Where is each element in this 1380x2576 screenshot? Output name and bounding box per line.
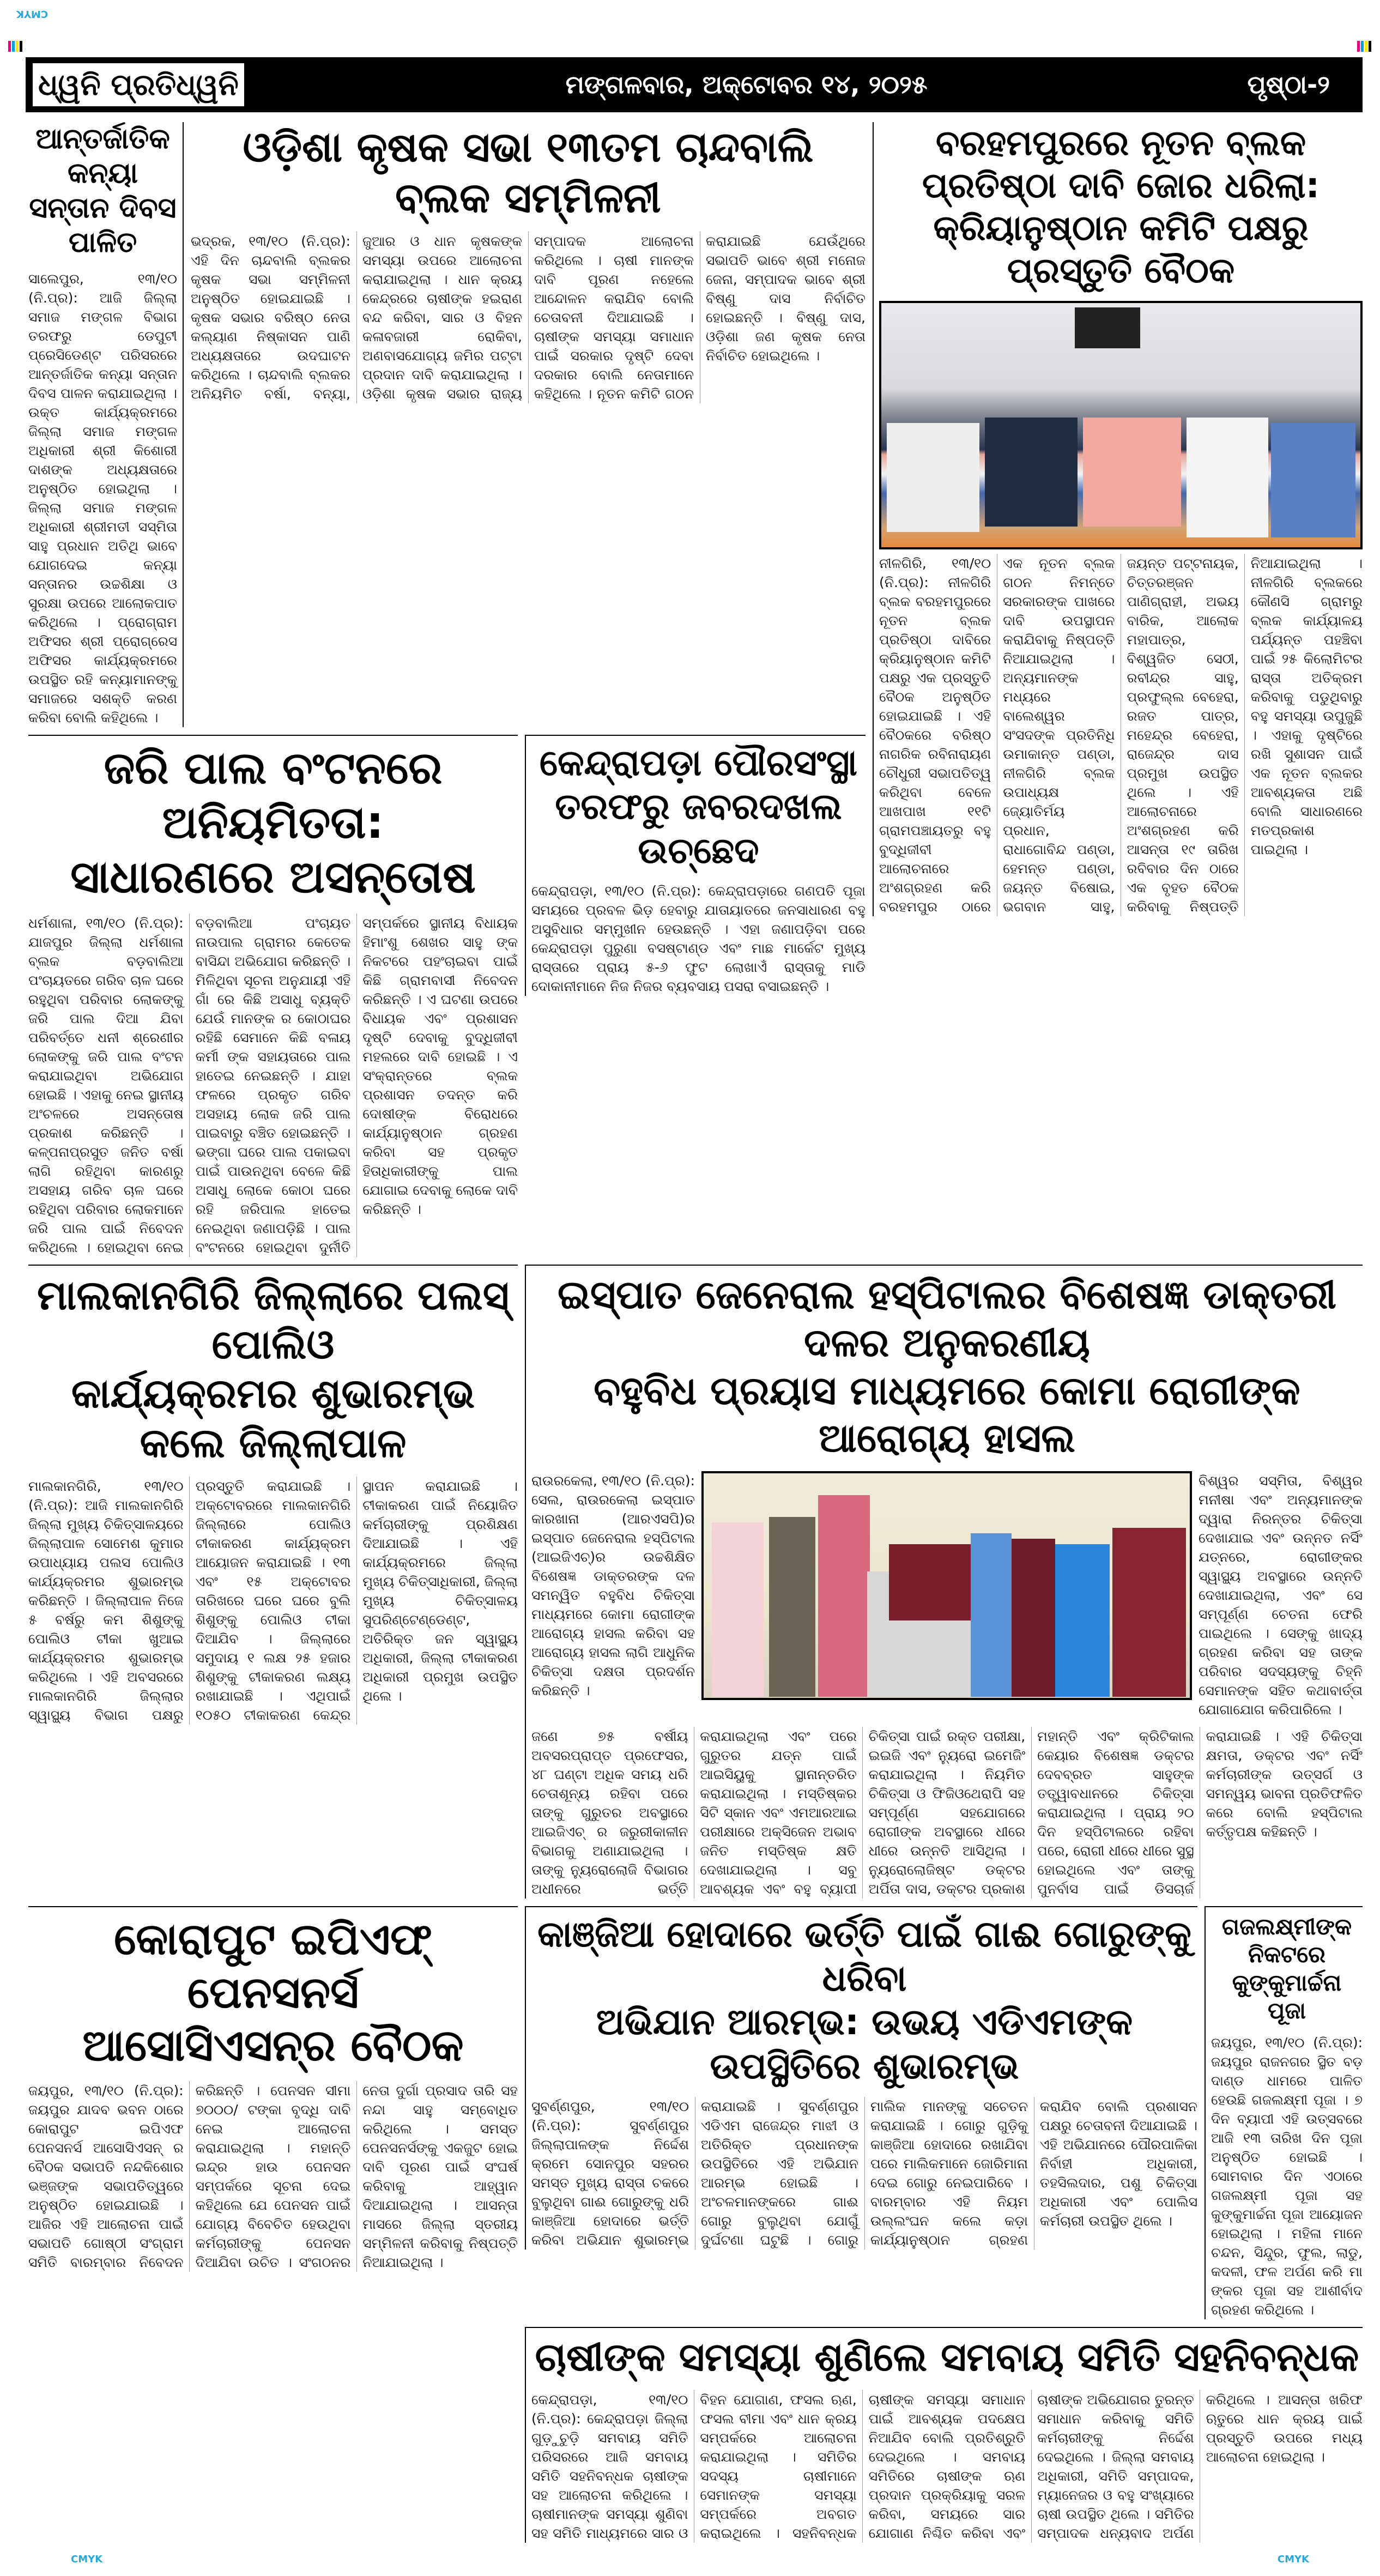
article-kanjia-hoda: [525, 1906, 1197, 2250]
headline-line-1: କାଞ୍ଜିଆ ହୋଦାରେ ଭର୍ତ୍ତି ପାଇଁ ଗାଈ ଗୋରୁଙ୍କୁ ଧରିବା: [537, 1913, 1191, 1999]
headline: ଆନ୍ତର୍ଜାତିକ କନ୍ୟା ସନ୍ତାନ ଦିବସ ପାଳିତ: [29, 123, 177, 259]
headline-line-2: ତରଫରୁ ଜବରଦଖଲ ଉଚ୍ଛେଦ: [555, 785, 842, 872]
headline-line-2: ଆସୋସିଏସନ୍‌ର ବୈଠକ: [82, 2020, 464, 2071]
photo-row: [531, 1471, 1363, 1719]
headline: [531, 741, 865, 873]
headline: [531, 1271, 1363, 1462]
headline-line-2: କାର୍ଯ୍ୟକ୍ରମର ଶୁଭାରମ୍ଭ କଲେ ଜିଲ୍ଲାପାଳ: [71, 1370, 475, 1467]
headline-line-1: ଇସ୍ପାତ ଜେନେରାଲ ହସ୍ପିଟାଲର ବିଶେଷଜ୍ଞ ଡାକ୍ତରୀ ଦଳର ଅନୁକରଣୀୟ: [557, 1271, 1337, 1365]
person-printed-kurta: [769, 1517, 815, 1697]
newspaper-logo: ଧ୍ୱନି ପ୍ରତିଧ୍ୱନି: [31, 62, 246, 108]
headline: [28, 1913, 518, 2072]
headline-line-2: ସାଧାରଣରେ ଅସନ୍ତୋଷ: [70, 851, 476, 903]
article-body: ସୁବର୍ଣ୍ଣପୁର, ୧୩/୧୦ (ନି.ପ୍ର): ସୁବର୍ଣ୍ଣପୁର ଜିଲ୍ଲାପାଳଙ୍କ ନିର୍ଦ୍ଦେଶ କ୍ରମେ ସୋନପୁର ସହରର ସମସ୍ତ ମୁଖ୍ୟ ରାସ୍ତା ଚକରେ ବୁଲୁଥିବା ଗାଈ ଗୋରୁଙ୍କୁ ଧରି କାଞ୍ଜିଆ ହୋଦାରେ ଭର୍ତ୍ତି କରିବା ଅଭିଯାନ ଶୁଭାରମ୍ଭ କରାଯାଇଛି । ସୁବର୍ଣ୍ଣପୁର ଏଡିଏମ ରାଜେନ୍ଦ୍ର ମାଝୀ ଓ ଅତିରିକ୍ତ ପ୍ରଧାନଙ୍କ ଉପସ୍ଥିତିରେ ଏହି ଅଭିଯାନ ଆରମ୍ଭ ହୋଇଛି । ଅଂଚଳମାନଙ୍କରେ ଗାଈ ଗୋରୁ ବୁଲୁଥିବା ଯୋଗୁଁ ଦୁର୍ଘଟଣା ଘଟୁଛି । ଗୋରୁ ମାଲିକ ମାନଙ୍କୁ ସଚେତନ କରାଯାଇଛି । ଗୋରୁ ଗୁଡ଼ିକୁ କାଞ୍ଜିଆ ହୋଦାରେ ରଖାଯିବା ପରେ ମାଲିକମାନେ ଜୋରିମାନା ଦେଇ ଗୋରୁ ନେଇପାରିବେ । ବାରମ୍ବାର ଏହି ନିୟମ ଉଲ୍ଲଂଘନ କଲେ କଡ଼ା କାର୍ଯ୍ୟାନୁଷ୍ଠାନ ଗ୍ରହଣ କରାଯିବ ବୋଲି ପ୍ରଶାସନ ପକ୍ଷରୁ ଚେତାବନୀ ଦିଆଯାଇଛି । ଏହି ଅଭିଯାନରେ ପୌରପାଳିକା ନିର୍ବାହୀ ଅଧିକାରୀ, ତହସିଲଦାର, ପଶୁ ଚିକିତ୍ସା ଅଧିକାରୀ ଏବଂ ପୋଲିସ କର୍ମଚାରୀ ଉପସ୍ଥିତ ଥିଲେ ।: [531, 2099, 1197, 2248]
article-koraput-epf: [28, 1906, 518, 2272]
tv-screen: [1075, 307, 1140, 348]
registration-strip-bottom: [0, 2543, 1380, 2576]
article-body: କେନ୍ଦ୍ରାପଡ଼ା, ୧୩/୧୦ (ନି.ପ୍ର): କେନ୍ଦ୍ରାପଡ଼ା ଜିଲ୍ଲା ଗୁଡ଼ୁଚୁଡ଼ି ସମବାୟ ସମିତି ପରିସରରେ ଆଜି ସମବାୟ ସମିତି ସହନିବନ୍ଧକ ଚାଷୀଙ୍କ ସହ ଆଲୋଚନା କରିଥିଲେ । ଚାଷୀମାନଙ୍କ ସମସ୍ୟା ଶୁଣିବା ସହ ସମିତି ମାଧ୍ୟମରେ ସାର ଓ ବିହନ ଯୋଗାଣ, ଫସଲ ଋଣ, ଫସଲ ବୀମା ଏବଂ ଧାନ କ୍ରୟ ସମ୍ପର୍କରେ ଆଲୋଚନା କରାଯାଇଥିଲା । ସମିତିର ସଦସ୍ୟ ଚାଷୀମାନେ ସେମାନଙ୍କ ସମସ୍ୟା ସମ୍ପର୍କରେ ଅବଗତ କରାଇଥିଲେ । ସହନିବନ୍ଧକ ଚାଷୀଙ୍କ ସମସ୍ୟା ସମାଧାନ ପାଇଁ ଆବଶ୍ୟକ ପଦକ୍ଷେପ ନିଆଯିବ ବୋଲି ପ୍ରତିଶ୍ରୁତି ଦେଇଥିଲେ । ସମବାୟ ସମିତିରେ ଚାଷୀଙ୍କ ଋଣ ପ୍ରଦାନ ପ୍ରକ୍ରିୟାକୁ ସରଳ କରିବା, ସମୟରେ ସାର ଯୋଗାଣ ନିଶ୍ଚିତ କରିବା ଏବଂ ଚାଷୀଙ୍କ ଅଭିଯୋଗର ତୁରନ୍ତ ସମାଧାନ କରିବାକୁ ସମିତି କର୍ମଚାରୀଙ୍କୁ ନିର୍ଦ୍ଦେଶ ଦେଇଥିଲେ । ଜିଲ୍ଲା ସମବାୟ ଅଧିକାରୀ, ସମିତି ସମ୍ପାଦକ, ମ୍ୟାନେଜର ଓ ବହୁ ସଂଖ୍ୟାରେ ଚାଷୀ ଉପସ୍ଥିତ ଥିଲେ । ସମିତିର ସମ୍ପାଦକ ଧନ୍ୟବାଦ ଅର୍ପଣ କରିଥିଲେ । ଆସନ୍ତା ଖରିଫ ଋତୁରେ ଧାନ କ୍ରୟ ପାଇଁ ପ୍ରସ୍ତୁତି ଉପରେ ମଧ୍ୟ ଆଲୋଚନା ହୋଇଥିଲା ।: [531, 2391, 1363, 2541]
masthead: [26, 57, 1363, 112]
article-body: କେନ୍ଦ୍ରାପଡ଼ା, ୧୩/୧୦ (ନି.ପ୍ର): କେନ୍ଦ୍ରାପଡ଼ାରେ ଗଣପତି ପୂଜା ସମୟରେ ପ୍ରବଳ ଭିଡ଼ ହେବାରୁ ଯାତାୟାତରେ ଜନସାଧାରଣ ବହୁ ଅସୁବିଧାର ସମ୍ମୁଖୀନ ହେଉଛନ୍ତି । ଏହା ଜଣାପଡ଼ିବା ପରେ କେନ୍ଦ୍ରାପଡ଼ା ପୁରୁଣା ବସଷ୍ଟାଣ୍ଡ ଏବଂ ମାଛ ମାର୍କେଟ ମୁଖ୍ୟ ରାସ୍ତାରେ ପ୍ରାୟ ୫-୬ ଫୁଟ ଲୋଖାଏଁ ରାସ୍ତାକୁ ମାଡି ଦୋକାନୀମାନେ ନିଜ ନିଜର ବ୍ୟବସାୟ ପସରା ବସାଇଛନ୍ତି ।: [531, 883, 865, 995]
article-gajalakshmi-puja: [1205, 1906, 1363, 2319]
color-bars-top-right: [1357, 41, 1372, 54]
color-bars-top-left: [8, 41, 23, 54]
article-body-left: ରାଉରକେଲା, ୧୩/୧୦ (ନି.ପ୍ର): ସେଲ, ରାଉରକେଲା ଇସ୍ପାତ କାରଖାନା (ଆରଏସପି)ର ଇସ୍ପାତ ଜେନେରାଲ ହସ୍ପିଟାଲ (ଆଇଜିଏଚ୍)ର ଉଚ୍ଚଶିକ୍ଷିତ ବିଶେଷଜ୍ଞ ଡାକ୍ତରଙ୍କ ଦଳ ସମନ୍ୱିତ ବହୁବିଧ ଚିକିତ୍ସା ମାଧ୍ୟମରେ କୋମା ରୋଗୀଙ୍କ ଆରୋଗ୍ୟ ହାସଲ କରିବା ସହ ଆରୋଗ୍ୟ ହାସଲ ଲାଗି ଆଧୁନିକ ଚିକିତ୍ସା ଦକ୍ଷତା ପ୍ରଦର୍ଶନ କରିଛନ୍ତି ।: [531, 1473, 695, 1699]
headline: ବରହମପୁରରେ ନୂତନ ବ୍ଲକ ପ୍ରତିଷ୍ଠା ଦାବି ଜୋର ଧରିଲା: କ୍ରିୟାନୁଷ୍ଠାନ କମିଟି ପକ୍ଷରୁ ପ୍ରସ୍ତୁତି ବୈଠକ: [922, 123, 1320, 292]
nurse-blue-uniform: [1055, 1544, 1110, 1697]
headline-line-1: କୋରାପୁଟ ଇପିଏଫ୍ ପେନସନର୍ସ: [114, 1914, 432, 2018]
person-pink-kurta: [712, 1522, 764, 1697]
person-pink-shirt: [1083, 418, 1181, 527]
article-body: ଜୟପୁର, ୧୩/୧୦ (ନି.ପ୍ର): ଜୟପୁର ରାଜନଗର ସ୍ଥିତ ବଡ଼ ଦାଣ୍ଡ ଧାମରେ ପାଳିତ ହେଉଛି ଗଜଲକ୍ଷ୍ମୀ ପୂଜା । ୭ ଦିନ ବ୍ୟାପୀ ଏହି ଉତ୍ସବରେ ଆଜି ୧୩ ତାରିଖ ଦିନ ପୂଜା ଅନୁଷ୍ଠିତ ହୋଇଛି । ସୋମବାର ଦିନ ଏଠାରେ ଗଜଲକ୍ଷ୍ମୀ ପୂଜା ସହ କୁଙ୍କୁମାର୍ଚ୍ଚନା ପୂଜା ଆୟୋଜନ ହୋଇଥିଲା । ମହିଳା ମାନେ ଚନ୍ଦନ, ସିନ୍ଦୁର, ଫୁଲ, ଲାଡୁ, କଦଳୀ, ଫଳ ଅର୍ପଣ କରି ମା ଙ୍କର ପୂଜା ସହ ଆଶୀର୍ବାଦ ଗ୍ରହଣ କରିଥିଲେ ।: [1211, 2035, 1363, 2318]
headline-line-2: ବହୁବିଧ ପ୍ରୟାସ ମାଧ୍ୟମରେ କୋମା ରୋଗୀଙ୍କ ଆରୋଗ୍ୟ ହାସଲ: [594, 1367, 1300, 1461]
article-krushak-sabha: [191, 122, 865, 403]
article-berhampur-block: [873, 122, 1363, 916]
article-malkangiri-polio: [28, 1265, 518, 1725]
article-body: ସାଲେପୁର, ୧୩/୧୦ (ନି.ପ୍ର): ଆଜି ଜିଲ୍ଲା ସମାଜ ମଙ୍ଗଳ ବିଭାଗ ତରଫରୁ ଡେପୁଟୀ ପ୍ରେସିଡେଣ୍ଟ ପରିସରରେ ଆନ୍ତର୍ଜାତିକ କନ୍ୟା ସନ୍ତାନ ଦିବସ ପାଳନ କରାଯାଇଥିଲା । ଉକ୍ତ କାର୍ଯ୍ୟକ୍ରମରେ ଜିଲ୍ଲା ସମାଜ ମଙ୍ଗଳ ଅଧିକାରୀ ଶ୍ରୀ କିଶୋରୀ ଦାଶଙ୍କ ଅଧ୍ୟକ୍ଷତାରେ ଅନୁଷ୍ଠିତ ହୋଇଥିଲା । ଜିଲ୍ଲା ସମାଜ ମଙ୍ଗଳ ଅଧିକାରୀ ଶ୍ରୀମତୀ ସସ୍ମିତା ସାହୁ ପ୍ରଧାନ ଅତିଥି ଭାବେ ଯୋଗଦେଇ କନ୍ୟା ସନ୍ତାନର ଉଚ୍ଚଶିକ୍ଷା ଓ ସୁରକ୍ଷା ଉପରେ ଆଲୋକପାତ କରିଥିଲେ । ପ୍ରୋଗ୍ରାମ ଅଫିସର ଶ୍ରୀ ପ୍ରୋଗ୍ରେସ ଅଫିସର କାର୍ଯ୍ୟକ୍ରମରେ ଉପସ୍ଥିତ ରହି କନ୍ୟାମାନଙ୍କୁ ସମାଜରେ ସଶକ୍ତି କରଣ କରିବା ବୋଲି କହିଥିଲେ ।: [28, 270, 177, 725]
article-body: ନୀଳଗିରି, ୧୩/୧୦ (ନି.ପ୍ର): ନୀଳଗିରି ବ୍ଲକ ବରହମପୁରରେ ନୂତନ ବ୍ଲକ ପ୍ରତିଷ୍ଠା ଦାବିରେ କ୍ରିୟାନୁଷ୍ଠାନ କମିଟି ପକ୍ଷରୁ ଏକ ପ୍ରସ୍ତୁତି ବୈଠକ ଅନୁଷ୍ଠିତ ହୋଇଯାଇଛି । ଏହି ବୈଠକରେ ବରିଷ୍ଠ ନାଗରିକ ରବିନାରାୟଣ ଚୌଧୁରୀ ସଭାପତିତ୍ୱ କରିଥିବା ବେଳେ ଆଖପାଖ ୧୧ଟି ଗ୍ରାମପଞ୍ଚାୟତରୁ ବହୁ ବୁଦ୍ଧିଜୀବୀ ଆଲୋଚନାରେ ଅଂଶଗ୍ରହଣ କରି ବରହମପୁର ଠାରେ ଏକ ନୂତନ ବ୍ଲକ ଗଠନ ନିମନ୍ତେ ସରକାରଙ୍କ ପାଖରେ ଦାବି ଉପସ୍ଥାପନ କରାଯିବାକୁ ନିଷ୍ପତ୍ତି ନିଆଯାଇଥିଲା । ଅନ୍ୟମାନଙ୍କ ମଧ୍ୟରେ ବାଲେଶ୍ୱର ସଂସଦଙ୍କ ପ୍ରତିନିଧି ଉମାକାନ୍ତ ପଣ୍ଡା, ନୀଳଗିରି ବ୍ଲକ ଉପାଧ୍ୟକ୍ଷ ଜ୍ୟୋତିର୍ମୟ ପ୍ରଧାନ, ରାଧାଗୋବିନ୍ଦ ପଣ୍ଡା, ହେମନ୍ତ ପଣ୍ଡା, ଜୟନ୍ତ ବିଷୋଇ, ଭଗବାନ ସାହୁ, ଜୟନ୍ତ ପଟ୍ଟନାୟକ, ଚିତ୍ତରଞ୍ଜନ ପାଣିଗ୍ରାହୀ, ଅଭୟ ବାରିକ, ଆଲୋକ ମହାପାତ୍ର, ବିଶ୍ୱଜିତ ସେଠୀ, ରବୀନ୍ଦ୍ର ସାହୁ, ପ୍ରଫୁଲ୍ଲ ବେହେରା, ରଜତ ପାତ୍ର, ମହେନ୍ଦ୍ର ବେହେରା, ରାଜେନ୍ଦ୍ର ଦାସ ପ୍ରମୁଖ ଉପସ୍ଥିତ ଥିଲେ । ଏହି ଆଲୋଚନାରେ ଅଂଶଗ୍ରହଣ କରି ଆସନ୍ତା ୧୯ ତାରିଖ ରବିବାର ଦିନ ଠାରେ ଏକ ବୃହତ ବୈଠକ କରିବାକୁ ନିଷ୍ପତ୍ତି ନିଆଯାଇଥିଲା । ନୀଳଗିରି ବ୍ଲକରେ କୌଣସି ଗ୍ରାମରୁ ବ୍ଲକ କାର୍ଯ୍ୟାଳୟ ପର୍ଯ୍ୟନ୍ତ ପହଞ୍ଚିବା ପାଇଁ ୨୫ କିଲୋମିଟର ରାସ୍ତା ଅତିକ୍ରମ କରିବାକୁ ପଡୁଥିବାରୁ ବହୁ ସମସ୍ୟା ଉପୁଜୁଛି । ଏହାକୁ ଦୃଷ୍ଟିରେ ରଖି ସୁଶାସନ ପାଇଁ ଏକ ନୂତନ ବ୍ଲକର ଆବଶ୍ୟକତା ଅଛି ବୋଲି ସାଧାରଣରେ ମତପ୍ରକାଶ ପାଇଥିଲା ।: [879, 555, 1363, 915]
article-jari-pala: [28, 735, 518, 1257]
headline-line-2: ଅଭିଯାନ ଆରମ୍ଭ: ଉଭୟ ଏଡିଏମଙ୍କ ଉପସ୍ଥିତିରେ ଶୁଭାରମ୍ଭ: [596, 2001, 1133, 2087]
headline: ଚାଷୀଙ୍କ ସମସ୍ୟା ଶୁଣିଲେ ସମବାୟ ସମିତି ସହନିବନ୍ଧକ: [535, 2334, 1359, 2380]
article-body-right: ବିଶ୍ୱର ସସ୍ମିତା, ବିଶ୍ୱର ମନୀଷା ଏବଂ ଅନ୍ୟମାନଙ୍କ ଦ୍ୱାରା ନିରନ୍ତର ଚିକିତ୍ସା ଦେଖାଯାଇ ଏବଂ ଉନ୍ନତ ନର୍ସିଂ ଯତ୍ନରେ, ରୋଗୀଙ୍କର ସ୍ୱାସ୍ଥ୍ୟ ଅବସ୍ଥାରେ ଉନ୍ନତି ଦେଖାଯାଇଥିଲା, ଏବଂ ସେ ସମ୍ପୂର୍ଣ୍ଣ ଚେତନା ଫେରି ପାଇଥିଲେ । ସେଙ୍କୁ ଖାଦ୍ୟ ଗ୍ରହଣ କରିବା ସହ ତାଙ୍କ ପରିବାର ସଦସ୍ୟଙ୍କୁ ଚିହ୍ନି ସେମାନଙ୍କ ସହିତ କଥାବାର୍ତ୍ତା ଯୋଗାଯୋଗ କରିପାରିଲେ ।: [1199, 1473, 1363, 1718]
hospital-patient-photo: [701, 1471, 1192, 1700]
person-dark-tshirt: [985, 418, 1078, 527]
article-body: ଜୟପୁର, ୧୩/୧୦ (ନି.ପ୍ର): ଜୟପୁର ଯାଦବ ଭବନ ଠାରେ କୋରାପୁଟ ଇପିଏଫ ପେନସନର୍ସ ଆସୋସିଏସନ୍ ର ବୈଠକ ସଭାପତି ନନ୍ଦକିଶୋର ଭଞ୍ଜଙ୍କ ସଭାପତିତ୍ୱରେ ଅନୁଷ୍ଠିତ ହୋଇଯାଇଛି । ଆଜିର ଏହି ଆଲୋଚନା ପାଇଁ ସଭାପତି ଗୋଷ୍ଠୀ ସଂଗ୍ରାମ ସମିତି ବାରମ୍ବାର ନିବେଦନ କରିଛନ୍ତି । ପେନସନ ସୀମା ୭୦୦୦/ ଟଙ୍କା ବୃଦ୍ଧି ଦାବି ନେଇ ଆଲୋଚନା କରାଯାଇଥିଲା । ମହାନ୍ତି ଇନ୍ଦ୍ର ହାଉ ପେନସନ ସମ୍ପର୍କରେ ସୂଚନା ଦେଇ କହିଥିଲେ ଯେ ପେନସନ ପାଇଁ ଯୋଗ୍ୟ ବିବେଚିତ ହେଉଥିବା କର୍ମଚାରୀଙ୍କୁ ପେନସନ ଦିଆଯିବା ଉଚିତ । ସଂଗଠନର ନେତା ଦୁର୍ଗା ପ୍ରସାଦ ତାରି ସହ ନନ୍ଦା ସାହୁ ସମ୍ବୋଧିତ କରିଥିଲେ । ସମସ୍ତ ପେନସନର୍ସଙ୍କୁ ଏକଜୁଟ ହୋଇ ଦାବି ପୂରଣ ପାଇଁ ସଂଘର୍ଷ କରିବାକୁ ଆହ୍ୱାନ ଦିଆଯାଇଥିଲା । ଆସନ୍ତା ମାସରେ ଜିଲ୍ଲା ସ୍ତରୀୟ ସମ୍ମିଳନୀ କରିବାକୁ ନିଷ୍ପତ୍ତି ନିଆଯାଇଥିଲା ।: [28, 2082, 518, 2270]
registration-mark-bottom-right: CMYK: [1277, 2553, 1309, 2565]
article-body: ଧର୍ମଶାଳା, ୧୩/୧୦ (ନି.ପ୍ର): ଯାଜପୁର ଜିଲ୍ଲା ଧର୍ମଶାଳା ବ୍ଲକ ବଡ଼ବାଲିଆ ପଂଚାୟତରେ ଗରିବ ଚାଳ ଘରେ ରହୁଥିବା ପରିବାର ଲୋକଙ୍କୁ ଜରି ପାଲ ଦିଆ ଯିବା ପରିବର୍ତ୍ତେ ଧନୀ ଶ୍ରେଣୀର ଲୋକଙ୍କୁ ଜରି ପାଲ ବଂଟନ କରାଯାଇଥିବା ଅଭିଯୋଗ ହୋଇଛି । ଏହାକୁ ନେଇ ସ୍ଥାନୀୟ ଅଂଚଳରେ ଅସନ୍ତୋଷ ପ୍ରକାଶ କରିଛନ୍ତି । କଳ୍ପନାପ୍ରସୁତ ଜନିତ ବର୍ଷା ଲାଗି ରହିଥିବା କାରଣରୁ ଅସହାୟ ଗରିବ ଚାଳ ଘରେ ରହିଥିବା ପରିବାର ଲୋକମାନେ ଜରି ପାଲ ପାଇଁ ନିବେଦନ କରିଥିଲେ । ହୋଇଥିବା ନେଇ ବଡ଼ବାଲିଆ ପଂଚାୟତ ନାଉପାଲ ଗ୍ରାମର କେତେକ ବାସିନ୍ଦା ଅଭିଯୋଗ କରିଛନ୍ତି । ମିଳିଥିବା ସୂଚନା ଅନୁଯାୟୀ ଏହି ଗାଁ ରେ କିଛି ଅସାଧୁ ବ୍ୟକ୍ତି ଯେଉଁ ମାନଙ୍କ ର କୋଠାଘର ରହିଛି ସେମାନେ କିଛି ବଳାୟ କର୍ମୀ ଙ୍କ ସହାୟତାରେ ପାଲ ହାତେଇ ନେଇଛନ୍ତି । ଯାହା ଫଳରେ ପ୍ରକୃତ ଗରିବ ଅସହାୟ ଲୋକ ଜରି ପାଲ ପାଇବାରୁ ବଞ୍ଚିତ ହୋଇଛନ୍ତି । ଭଙ୍ଗା ଘରେ ପାଲ ପକାଇବା ପାଇଁ ପାଉନଥିବା ବେଳେ କିଛି ଅସାଧୁ ଲୋକେ କୋଠା ଘରେ ରହି ଜରିପାଲ ହାତେଇ ନେଇଥିବା ଜଣାପଡ଼ିଛି । ପାଲ ବଂଟନରେ ହୋଇଥିବା ଦୁର୍ନୀତି ସମ୍ପର୍କରେ ସ୍ଥାନୀୟ ବିଧାୟକ ହିମାଂଶୁ ଶେଖର ସାହୁ ଙ୍କ ନିକଟରେ ପହଂଚାଇବା ପାଇଁ କିଛି ଗ୍ରାମବାସୀ ନିବେଦନ କରିଛନ୍ତି । ଏ ଘଟଣା ଉପରେ ବିଧାୟକ ଏବଂ ପ୍ରଶାସନ ଦୃଷ୍ଟି ଦେବାକୁ ବୁଦ୍ଧିଜୀବୀ ମହଲରେ ଦାବି ହୋଇଛି । ଏ ସଂକ୍ରାନ୍ତରେ ବ୍ଲକ ପ୍ରଶାସନ ତଦନ୍ତ କରି ଦୋଷୀଙ୍କ ବିରୋଧରେ କାର୍ଯ୍ୟାନୁଷ୍ଠାନ ଗ୍ରହଣ କରିବା ସହ ପ୍ରକୃତ ହିତାଧିକାରୀଙ୍କୁ ପାଲ ଯୋଗାଇ ଦେବାକୁ ଲୋକେ ଦାବି କରିଛନ୍ତି ।: [28, 915, 518, 1255]
article-body: ଜଣେ ୭୫ ବର୍ଷୀୟ ଅବସରପ୍ରାପ୍ତ ପ୍ରଫେସର, ୪୮ ଘଣ୍ଟା ଅଧିକ ସମୟ ଧରି ଚେତାଶୂନ୍ୟ ରହିବା ପରେ ତାଙ୍କୁ ଗୁରୁତର ଅବସ୍ଥାରେ ଆଇଜିଏଚ୍ ର ଜରୁରୀକାଳୀନ ବିଭାଗକୁ ଅଣାଯାଇଥିଲା । ତାଙ୍କୁ ନ୍ୟୁରୋଲୋଜି ବିଭାଗର ଅଧୀନରେ ଭର୍ତ୍ତି କରାଯାଇଥିଲା ଏବଂ ପରେ ଗୁରୁତର ଯତ୍ନ ପାଇଁ ଆଇସିୟୁକୁ ସ୍ଥାନାନ୍ତରିତ କରାଯାଇଥିଲା । ମସ୍ତିଷ୍କର ସିଟି ସ୍କାନ ଏବଂ ଏମଆରଆଇ ପରୀକ୍ଷାରେ ଅକ୍ସିଜେନ ଅଭାବ ଜନିତ ମସ୍ତିଷ୍କ କ୍ଷତି ଦେଖାଯାଇଥିଲା । ସବୁ ଆବଶ୍ୟକ ଏବଂ ବହୁ ବ୍ୟାପୀ ଚିକିତ୍ସା ପାଇଁ ରକ୍ତ ପରୀକ୍ଷା, ଇଇଜି ଏବଂ ନ୍ୟୁରୋ ଇମେଜିଂ କରାଯାଇଥିଲା । ନିୟମିତ ଚିକିତ୍ସା ଓ ଫିଜିଓଥେରାପି ସହ ସମ୍ପୂର୍ଣ୍ଣ ସହଯୋଗରେ ରୋଗୀଙ୍କ ଅବସ୍ଥାରେ ଧୀରେ ଧୀରେ ଉନ୍ନତି ଆସିଥିଲା । ନ୍ୟୁରୋଲୋଜିଷ୍ଟ ଡକ୍ଟର ଅର୍ପିତା ଦାସ, ଡକ୍ଟର ପ୍ରକାଶ ମହାନ୍ତି ଏବଂ କ୍ରିଟିକାଲ କେୟାର ବିଶେଷଜ୍ଞ ଡକ୍ଟର ଦେବବ୍ରତ ସାହୁଙ୍କ ତତ୍ତ୍ୱାବଧାନରେ ଚିକିତ୍ସା କରାଯାଇଥିଲା । ପ୍ରାୟ ୨୦ ଦିନ ହସ୍ପିଟାଲରେ ରହିବା ପରେ, ରୋଗୀ ଧୀରେ ଧୀରେ ସୁସ୍ଥ ହୋଇଥିଲେ ଏବଂ ତାଙ୍କୁ ପୁନର୍ବାସ ପାଇଁ ଡିସଚାର୍ଜ କରାଯାଇଛି । ଏହି ଚିକିତ୍ସା କ୍ଷମତା, ଡକ୍ଟର ଏବଂ ନର୍ସିଂ କର୍ମଚାରୀଙ୍କ ଉତ୍ସର୍ଗ ଓ ସମନ୍ୱୟ ଭାବନା ପ୍ରତିଫଳିତ କରେ ବୋଲି ହସ୍ପିଟାଲ କର୍ତ୍ତୃପକ୍ଷ କହିଛନ୍ତି ।: [531, 1728, 1363, 1897]
page-grid: [28, 122, 1363, 2543]
headline: [531, 1913, 1197, 2088]
registration-mark-bottom: CMYK: [71, 2553, 103, 2565]
doctor-pink-shirt: [818, 1495, 870, 1697]
headline-line-1: କେନ୍ଦ୍ରାପଡ଼ା ପୌରସଂସ୍ଥା: [539, 741, 858, 784]
article-cooperative-farmers: [525, 2327, 1363, 2543]
patient-maroon-gown: [889, 1544, 971, 1620]
page-number: ପୃଷ୍ଠା-୨: [1247, 69, 1330, 99]
nurse-blue-uniform: [971, 1533, 1012, 1697]
article-kendrapada-encroachment: [525, 735, 865, 996]
person-checked-shirt: [1271, 423, 1355, 537]
issue-date: ମଙ୍ଗଳବାର, ଅକ୍ଟୋବର ୧୪, ୨୦୨୫: [565, 69, 928, 99]
headline: ଓଡ଼ିଶା କୃଷକ ସଭା ୧୩ତମ ଚାନ୍ଦବାଲି ବ୍ଲକ ସମ୍ମିଳନୀ: [243, 123, 814, 222]
article-girl-child-day: [28, 122, 184, 727]
registration-strip-top: [0, 0, 1380, 57]
meeting-photo: [879, 301, 1363, 549]
article-body: ମାଲକାନଗିରି, ୧୩/୧୦ (ନି.ପ୍ର): ଆଜି ମାଲକାନଗିରି ଜିଲ୍ଲା ମୁଖ୍ୟ ଚିକିତ୍ସାଳୟରେ ଜିଲ୍ଲାପାଳ ସୋମେଶ କୁମାର ଉପାଧ୍ୟାୟ ପଲସ ପୋଲିଓ କାର୍ଯ୍ୟକ୍ରମର ଶୁଭାରମ୍ଭ କରିଛନ୍ତି । ଜିଲ୍ଲାପାଳ ନିଜେ ୫ ବର୍ଷରୁ କମ ଶିଶୁଙ୍କୁ ପୋଲିଓ ଟୀକା ଖୁଆଇ କାର୍ଯ୍ୟକ୍ରମର ଶୁଭାରମ୍ଭ କରିଥିଲେ । ଏହି ଅବସରରେ ମାଲକାନଗିରି ଜିଲ୍ଲାର ସ୍ୱାସ୍ଥ୍ୟ ବିଭାଗ ପକ୍ଷରୁ ପ୍ରସ୍ତୁତି କରାଯାଇଛି । ଅକ୍ଟୋବରରେ ମାଲକାନଗିରି ଜିଲ୍ଲାରେ ପୋଲିଓ ଟୀକାକରଣ କାର୍ଯ୍ୟକ୍ରମ ଆୟୋଜନ କରାଯାଇଛି । ୧୩ ଏବଂ ୧୫ ଅକ୍ଟୋବର ତାରିଖରେ ଘରେ ଘରେ ବୁଲି ଶିଶୁଙ୍କୁ ପୋଲିଓ ଟୀକା ଦିଆଯିବ । ଜିଲ୍ଲାରେ ସମୁଦାୟ ୧ ଲକ୍ଷ ୨୫ ହଜାର ଶିଶୁଙ୍କୁ ଟୀକାକରଣ ଲକ୍ଷ୍ୟ ରଖାଯାଇଛି । ଏଥିପାଇଁ ୧୦୫୦ ଟୀକାକରଣ କେନ୍ଦ୍ର ସ୍ଥାପନ କରାଯାଇଛି । ଟୀକାକରଣ ପାଇଁ ନିୟୋଜିତ କର୍ମଚାରୀଙ୍କୁ ପ୍ରଶିକ୍ଷଣ ଦିଆଯାଇଛି । ଏହି କାର୍ଯ୍ୟକ୍ରମରେ ଜିଲ୍ଲା ମୁଖ୍ୟ ଚିକିତ୍ସାଧିକାରୀ, ଜିଲ୍ଲା ମୁଖ୍ୟ ଚିକିତ୍ସାଳୟ ସୁପରିଣ୍ଟେଣ୍ଡେଣ୍ଟ, ଅତିରିକ୍ତ ଜନ ସ୍ୱାସ୍ଥ୍ୟ ଅଧିକାରୀ, ଜିଲ୍ଲା ଟୀକାକରଣ ଅଧିକାରୀ ପ୍ରମୁଖ ଉପସ୍ଥିତ ଥିଲେ ।: [28, 1478, 518, 1723]
headline: ଗଜଲକ୍ଷ୍ମୀଙ୍କ ନିକଟରେ କୁଙ୍କୁମାର୍ଚ୍ଚନା ପୂଜା: [1221, 1913, 1352, 2024]
nurse-maroon-uniform: [1012, 1539, 1055, 1697]
headline: [28, 1271, 518, 1468]
headline-line-1: ଜରି ପାଲ ବଂଟନରେ ଅନିୟମିତତା:: [104, 742, 443, 849]
headline: [28, 741, 518, 905]
headline-line-1: ମାଲକାନଗିରି ଜିଲ୍ଲାରେ ପଲସ୍ ପୋଲିଓ: [37, 1272, 509, 1369]
person-white-shirt: [887, 423, 979, 532]
article-body: ଭଦ୍ରକ, ୧୩/୧୦ (ନି.ପ୍ର): ଏହି ଦିନ ଚାନ୍ଦବାଲି ବ୍ଲକର କୃଷକ ସଭା ସମ୍ମିଳନୀ ଅନୁଷ୍ଠିତ ହୋଇଯାଇଛି । କୃଷକ ସଭାର ବରିଷ୍ଠ ନେତା କଲ୍ୟାଣ ନିଷ୍କାସନ ପାଣି ଅଧ୍ୟକ୍ଷତାରେ ଉଦଘାଟନ କରିଥିଲେ । ଚାନ୍ଦବାଲି ବ୍ଲକର ଅନିୟମିତ ବର୍ଷା, ବନ୍ୟା, ଜୁଆର ଓ ଧାନ କୃଷକଙ୍କ ସମସ୍ୟା ଉପରେ ଆଲୋଚନା କରାଯାଇଥିଲା । ଧାନ କ୍ରୟ କେନ୍ଦ୍ରରେ ଚାଷୀଙ୍କ ହଇରାଣ ବନ୍ଦ କରିବା, ସାର ଓ ବିହନ କଳାବଜାରୀ ରୋକିବା, ଅଣବାସଯୋଗ୍ୟ ଜମିର ପଟ୍ଟା ପ୍ରଦାନ ଦାବି କରାଯାଇଥିଲା । ଓଡ଼ିଶା କୃଷକ ସଭାର ରାଜ୍ୟ ସମ୍ପାଦକ ଆଲୋଚନା କରିଥିଲେ । ଚାଷୀ ମାନଙ୍କ ଦାବି ପୂରଣ ନହେଲେ ଆନ୍ଦୋଳନ କରାଯିବ ବୋଲି ଚେତାବନୀ ଦିଆଯାଇଛି । ଚାଷୀଙ୍କ ସମସ୍ୟା ସମାଧାନ ପାଇଁ ସରକାର ଦୃଷ୍ଟି ଦେବା ଦରକାର ବୋଲି ନେତାମାନେ କହିଥିଲେ । ନୂତନ କମିଟି ଗଠନ କରାଯାଇଛି ଯେଉଁଥିରେ ସଭାପତି ଭାବେ ଶ୍ରୀ ମନୋଜ ଜେନା, ସମ୍ପାଦକ ଭାବେ ଶ୍ରୀ ବିଷ୍ଣୁ ଦାସ ନିର୍ବାଚିତ ହୋଇଛନ୍ତି । ବିଷ୍ଣୁ ଦାସ, ଓଡ଼ିଶା ଜଣ କୃଷକ ନେତା ନିର୍ବାଚିତ ହୋଇଥିଲେ ।: [191, 233, 865, 402]
person-white-kurta: [1187, 418, 1268, 537]
article-ispat-hospital: [525, 1265, 1363, 1898]
person-maroon-kurta: [1112, 1528, 1186, 1697]
registration-mark-top: CMYK: [16, 8, 49, 20]
